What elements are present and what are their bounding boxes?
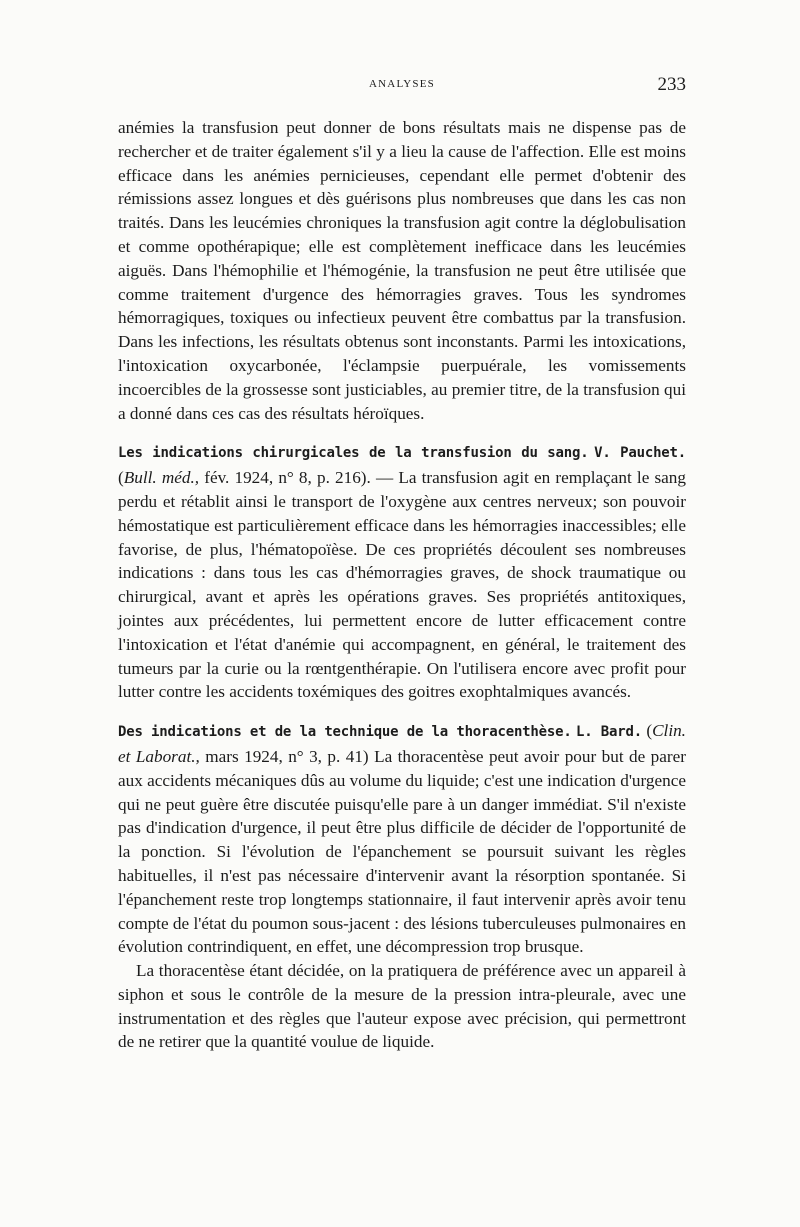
abstract-title: Des indications et de la technique de la thoracenthèse. — [118, 724, 572, 741]
abstract-author: L. Bard. — [575, 724, 642, 741]
journal-reference: fév. 1924, n° 8, p. 216). — [199, 468, 371, 488]
intro-paragraph: anémies la transfusion peut donner de bons résultats mais ne dispense pas de rechercher et de traiter également s'il y a lieu la cause de l'affection. Elle est moins efficace dans les anémies pernicieuses, cependant elle permet d'obtenir des rémissions assez longues et dès guérisons plus nombreuses que dans les cas non traités. Dans les leucémies chroniques la transfusion agit contre la déglobulisation et comme opothérapique; elle est complètement inefficace dans les leucémies aiguës. Dans l'hémophilie et l'hémogénie, la transfusion ne peut être utilisée que comme traitement d'urgence des hémorragies graves. Tous les syndromes hémorragiques, toxiques ou infectieux peuvent être combattus par la transfusion. Dans les infections, les résultats obtenus sont inconstants. Parmi les intoxications, l'intoxication oxycarbonée, l'éclampsie puerpuérale, les vomissements incoercibles de la grossesse sont justiciables, au premier titre, de la transfusion qui a donné dans ces cas des résultats héroïques. — [118, 118, 686, 423]
journal-reference: mars 1924, n° 3, p. 41) — [199, 746, 369, 766]
page-number: 233 — [657, 74, 686, 95]
reference-open: ( — [646, 721, 653, 741]
header-title: ANALYSES — [369, 78, 435, 90]
main-text — [118, 116, 686, 1054]
abstract-title: Les indications chirurgicales de la transfusion du sang. — [118, 445, 589, 462]
reference-open: ( — [118, 468, 124, 488]
abstract-thoracentese — [118, 719, 686, 959]
continuation-paragraph: La thoracentèse étant décidée, on la pratiquera de préférence avec un appareil à siphon et sous le contrôle de la mesure de la pression intra-pleurale, avec une instrumentation et des règles que l'auteur expose avec précision, qui permettront de ne retirer que la quantité voulue de liquide. — [118, 961, 686, 1052]
journal-name: Clin. et Laborat., — [118, 721, 686, 766]
journal-name: Bull. méd., — [123, 468, 200, 488]
abstract-author: V. Pauchet. — [594, 445, 686, 462]
running-header — [118, 74, 686, 98]
abstract-transfusion — [118, 440, 686, 704]
abstract-text: La thoracentèse peut avoir pour but de parer aux accidents mécaniques dûs au volume du liquide; c'est une indication d'urgence qui ne peut guère être discutée puisqu'elle pare à un danger immédiat. S'il n'existe pas d'indication d'urgence, il peut être plus difficile de décider de l'opportunité de la ponction. Si l'évolution de l'épanchement se poursuit suivant les règles habituelles, il n'est pas nécessaire d'intervenir avant la résorption spontanée. Si l'épanchement reste trop longtemps stationnaire, il faut intervenir après avoir tenu compte de l'état du poumon sous-jacent : des lésions tuberculeuses pulmonaires en évolution contrindiquent, en effet, une décompression trop brusque. — [118, 746, 686, 957]
abstract-text: — La transfusion agit en remplaçant le sang perdu et rétablit ainsi le transport de l'oxygène aux centres nerveux; son pouvoir hémostatique est particulièrement efficace dans les hémorragies inaccessibles; elle favorise, de plus, l'hématopoïèse. De ces propriétés découlent ses nombreuses indications : dans tous les cas d'hémorragies graves, de shock traumatique ou chirurgical, avant et après les opérations graves. Ses propriétés antitoxiques, jointes aux précédentes, lui permettent encore de lutter efficacement contre l'intoxication et l'état d'anémie qui accompagnent, en général, le traitement des tumeurs par la curie ou la rœntgenthérapie. On l'utilisera encore avec profit pour lutter contre les accidents toxémiques des goitres exophtalmiques avancés. — [118, 468, 686, 702]
